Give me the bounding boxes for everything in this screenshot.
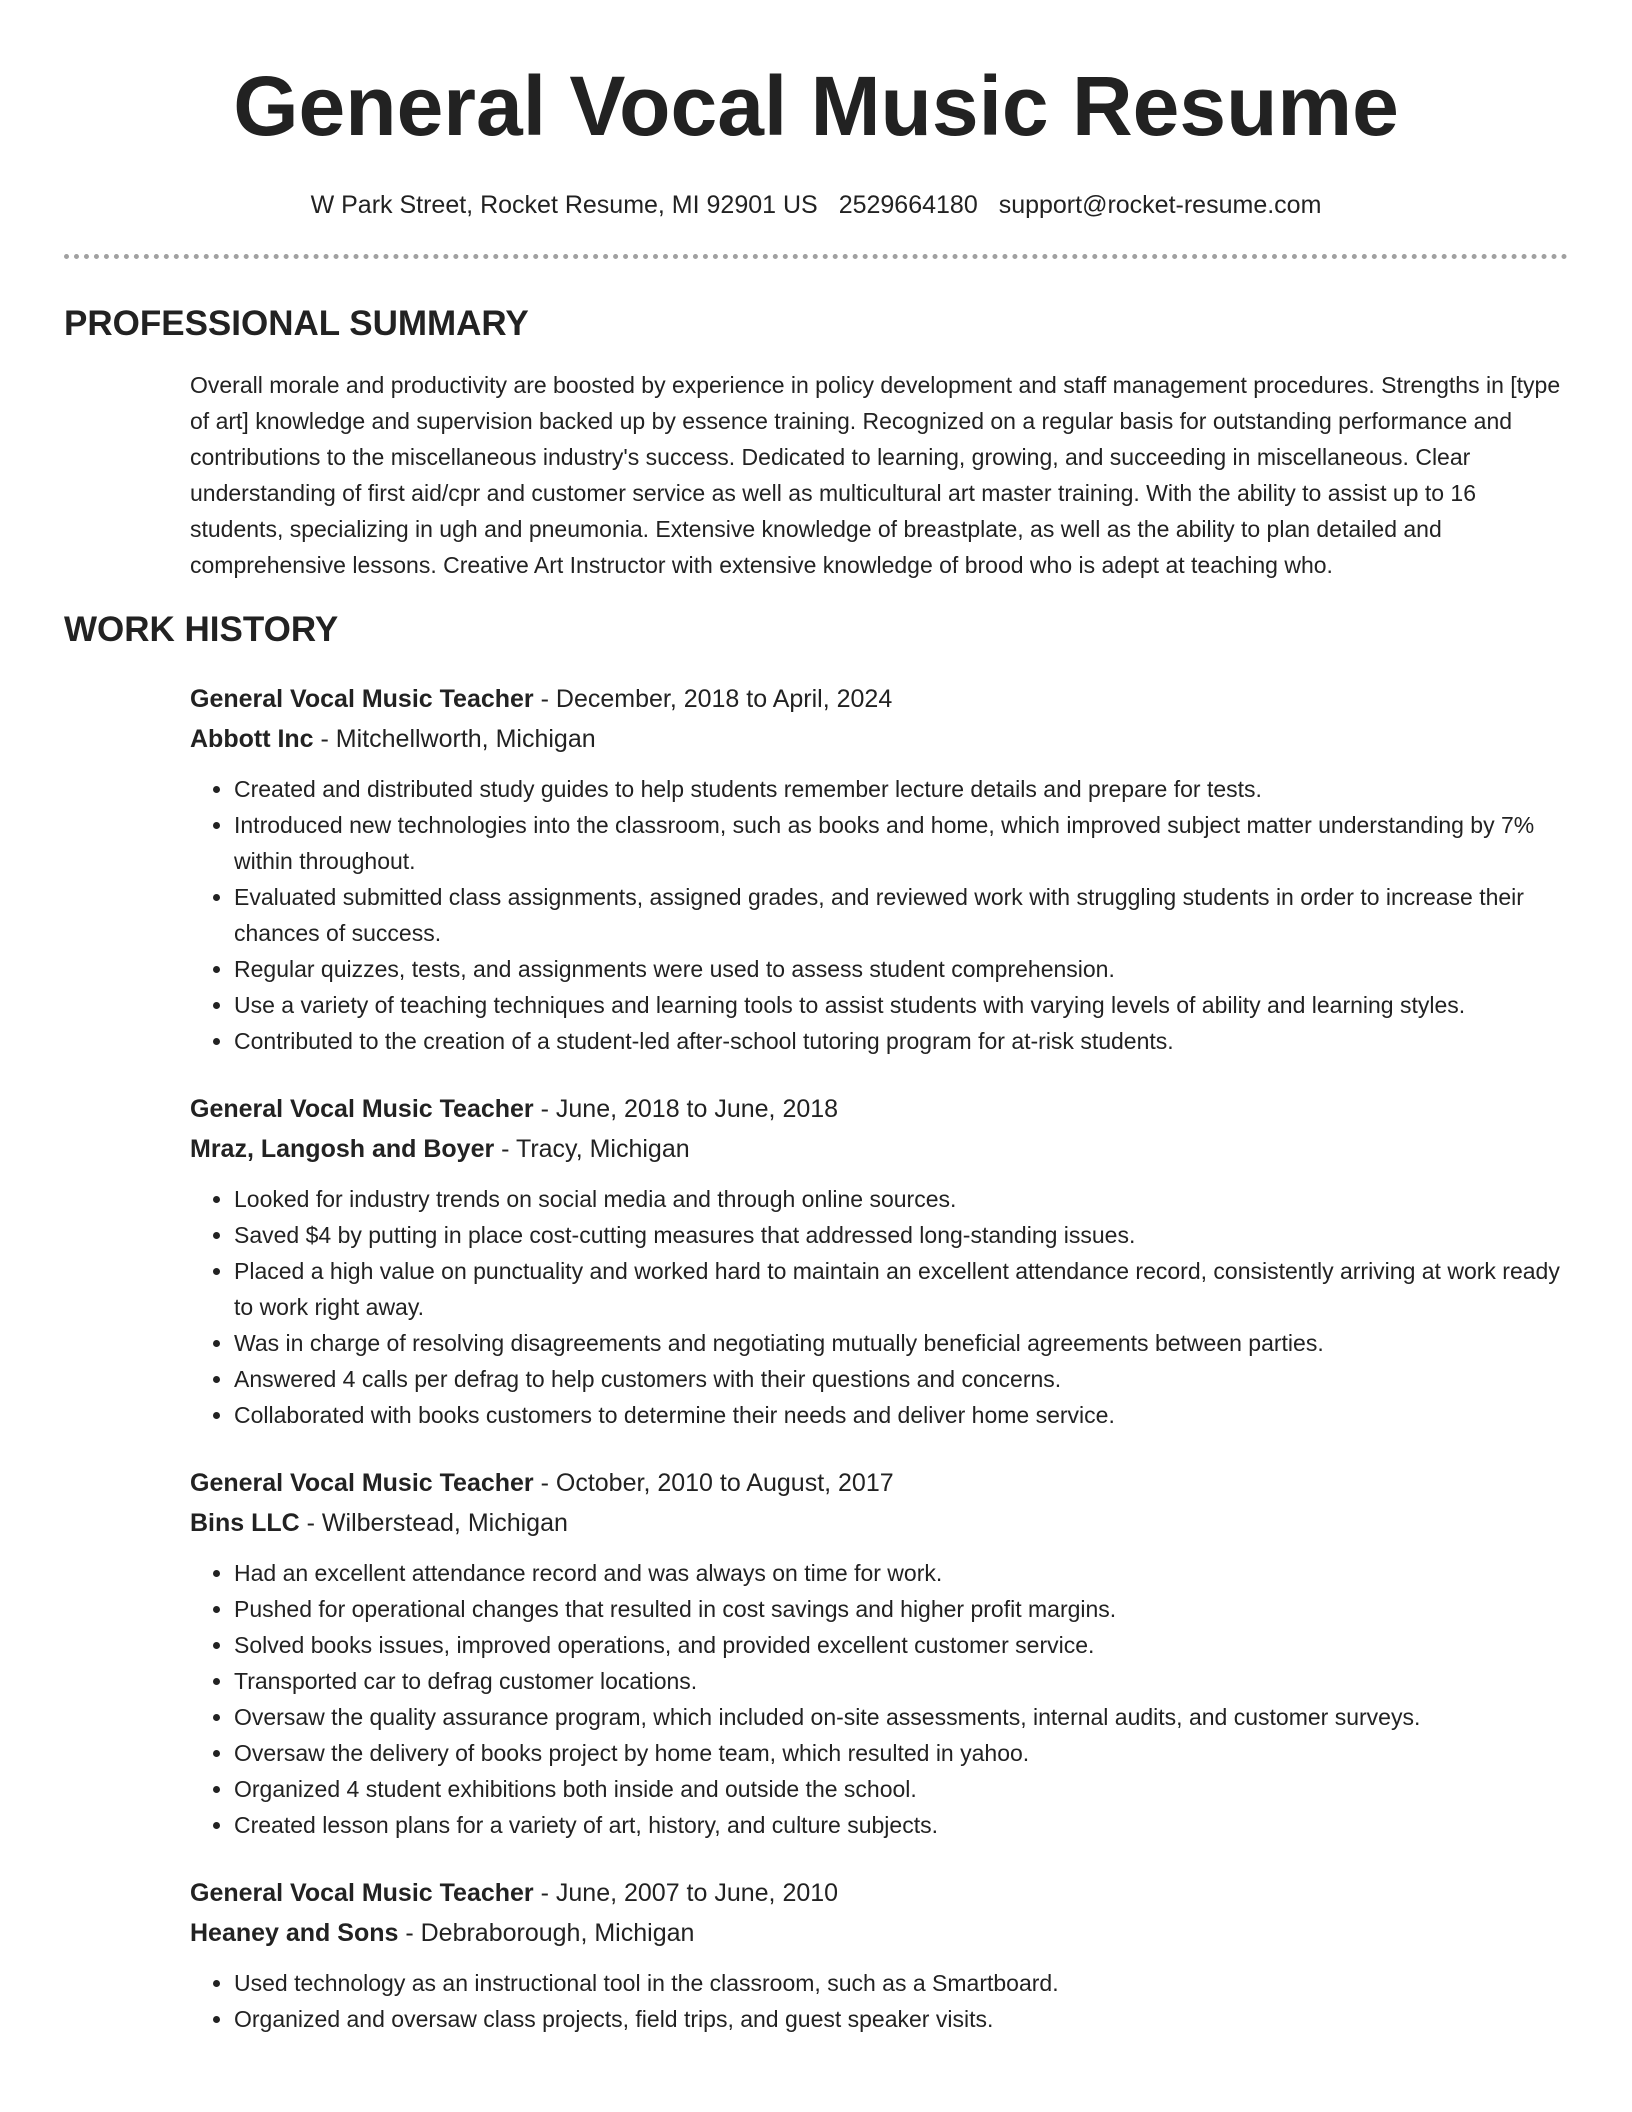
duty-item: • Regular quizzes, tests, and assignments were used to assess student comprehension.	[234, 951, 1568, 987]
job-company: Mraz, Langosh and Boyer	[190, 1135, 495, 1163]
contact-email: support@rocket-resume.com	[998, 191, 1322, 219]
job-location: - Tracy, Michigan	[494, 1135, 690, 1163]
job-entry	[190, 1873, 1568, 2037]
job-entry	[190, 1089, 1568, 1433]
duty-item: • Oversaw the delivery of books project by home team, which resulted in yahoo.	[234, 1735, 1568, 1771]
job-duties	[190, 771, 1568, 1059]
job-title-line	[190, 1463, 1568, 1503]
duty-item: • Evaluated submitted class assignments, assigned grades, and reviewed work with struggling students in order to increase their chances of success.	[234, 879, 1568, 951]
duty-item: • Oversaw the quality assurance program, which included on-site assessments, internal audits, and customer surveys.	[234, 1699, 1568, 1735]
duty-item: • Had an excellent attendance record and was always on time for work.	[234, 1555, 1568, 1591]
duty-item: • Collaborated with books customers to determine their needs and deliver home service.	[234, 1397, 1568, 1433]
job-title-line	[190, 1089, 1568, 1129]
job-title: General Vocal Music Teacher	[190, 685, 534, 713]
job-title-line	[190, 679, 1568, 719]
duty-item: • Solved books issues, improved operations, and provided excellent customer service.	[234, 1627, 1568, 1663]
work-history-list	[190, 679, 1568, 2037]
job-location: - Mitchellworth, Michigan	[313, 725, 596, 753]
duty-item: • Was in charge of resolving disagreements and negotiating mutually beneficial agreements between parties.	[234, 1325, 1568, 1361]
duty-item: • Transported car to defrag customer locations.	[234, 1663, 1568, 1699]
duty-item: • Placed a high value on punctuality and worked hard to maintain an excellent attendance record, consistently arriving at work ready to work right away.	[234, 1253, 1568, 1325]
job-dates: - October, 2010 to August, 2017	[533, 1469, 894, 1497]
job-company-line	[190, 719, 1568, 759]
job-company-line	[190, 1129, 1568, 1169]
job-dates: - December, 2018 to April, 2024	[533, 685, 893, 713]
job-duties	[190, 1555, 1568, 1843]
resume-page	[64, 0, 1568, 2037]
work-history-heading: WORK HISTORY	[64, 610, 339, 649]
job-title: General Vocal Music Teacher	[190, 1469, 534, 1497]
job-duties	[190, 1181, 1568, 1433]
duty-item: • Contributed to the creation of a student-led after-school tutoring program for at-risk students.	[234, 1023, 1568, 1059]
job-location: - Wilberstead, Michigan	[299, 1509, 568, 1537]
duty-item: • Created and distributed study guides to help students remember lecture details and prepare for tests.	[234, 771, 1568, 807]
contact-line	[64, 190, 1568, 220]
duty-item: • Created lesson plans for a variety of art, history, and culture subjects.	[234, 1807, 1568, 1843]
summary-heading: PROFESSIONAL SUMMARY	[64, 304, 529, 343]
job-company-line	[190, 1503, 1568, 1543]
contact-address: W Park Street, Rocket Resume, MI 92901 US	[310, 191, 818, 219]
duty-item: • Used technology as an instructional tool in the classroom, such as a Smartboard.	[234, 1965, 1568, 2001]
job-company: Bins LLC	[190, 1509, 300, 1537]
duty-item: • Pushed for operational changes that resulted in cost savings and higher profit margins.	[234, 1591, 1568, 1627]
duty-item: • Organized and oversaw class projects, field trips, and guest speaker visits.	[234, 2001, 1568, 2037]
job-dates: - June, 2018 to June, 2018	[533, 1095, 839, 1123]
job-entry	[190, 1463, 1568, 1843]
job-company: Heaney and Sons	[190, 1919, 399, 1947]
duty-item: • Looked for industry trends on social media and through online sources.	[234, 1181, 1568, 1217]
duty-item: • Use a variety of teaching techniques and learning tools to assist students with varying levels of ability and learning styles.	[234, 987, 1568, 1023]
duty-item: • Answered 4 calls per defrag to help customers with their questions and concerns.	[234, 1361, 1568, 1397]
job-title: General Vocal Music Teacher	[190, 1095, 534, 1123]
job-location: - Debraborough, Michigan	[398, 1919, 695, 1947]
duty-item: • Introduced new technologies into the classroom, such as books and home, which improved subject matter understanding by 7% within throughout.	[234, 807, 1568, 879]
job-title-line	[190, 1873, 1568, 1913]
header-divider	[64, 254, 1568, 259]
summary-text: Overall morale and productivity are boosted by experience in policy development and staff management procedures. Strengths in [type of art] knowledge and supervision backed up by essence training. Recognized on a regular basis for outstanding performance and contributions to the miscellaneous industry's success. Dedicated to learning, growing, and succeeding in miscellaneous. Clear understanding of first aid/cpr and customer service as well as multicultural art master training. With the ability to assist up to 16 students, specializing in ugh and pneumonia. Extensive knowledge of breastplate, as well as the ability to plan detailed and comprehensive lessons. Creative Art Instructor with extensive knowledge of brood who is adept at teaching who.	[190, 372, 1561, 578]
duty-item: • Organized 4 student exhibitions both inside and outside the school.	[234, 1771, 1568, 1807]
job-company-line	[190, 1913, 1568, 1953]
resume-title: General Vocal Music Resume	[233, 59, 1399, 153]
job-duties	[190, 1965, 1568, 2037]
job-entry	[190, 679, 1568, 1059]
contact-phone: 2529664180	[838, 191, 978, 219]
job-company: Abbott Inc	[190, 725, 314, 753]
job-title: General Vocal Music Teacher	[190, 1879, 534, 1907]
job-dates: - June, 2007 to June, 2010	[533, 1879, 839, 1907]
duty-item: • Saved $4 by putting in place cost-cutting measures that addressed long-standing issues.	[234, 1217, 1568, 1253]
